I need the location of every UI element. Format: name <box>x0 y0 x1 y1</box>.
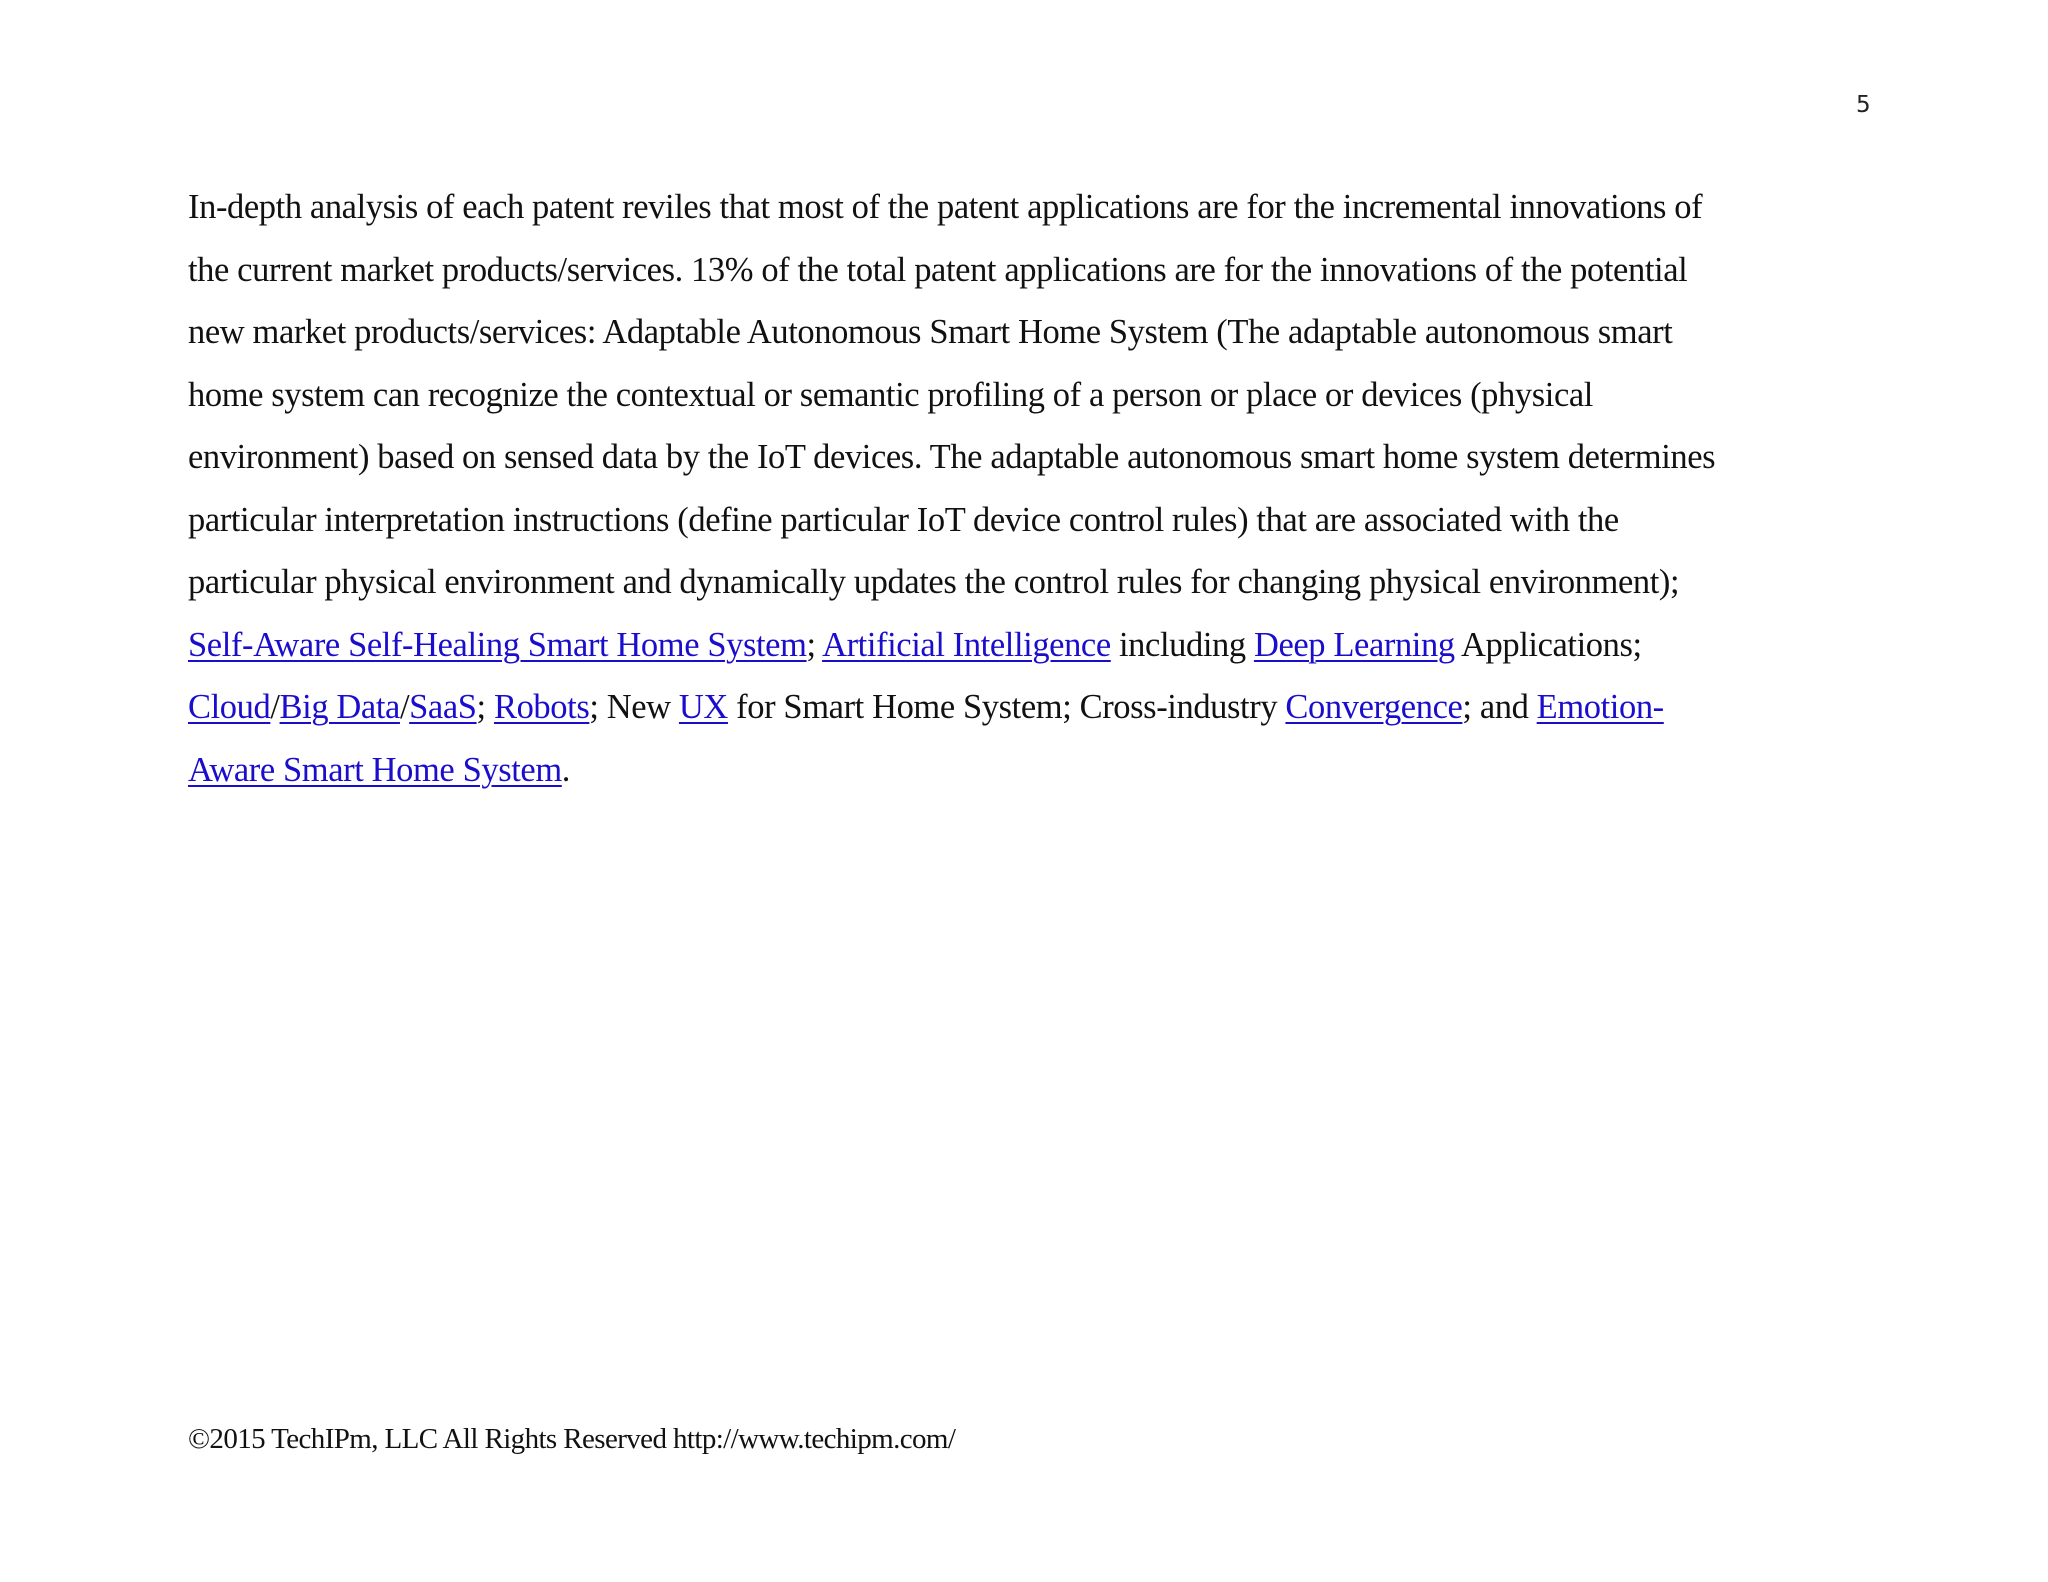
paragraph-text: particular physical environment and dynamically updates the control rules for changing physical environment); <box>188 563 1680 601</box>
paragraph-text: ; <box>806 625 823 664</box>
paragraph-line <box>188 489 1860 552</box>
hyperlink-robots[interactable]: Robots <box>493 688 590 726</box>
hyperlink-ux[interactable]: UX <box>678 688 728 726</box>
paragraph-text: for Smart Home System; Cross-industry <box>727 688 1286 726</box>
paragraph-line <box>188 364 1860 427</box>
paragraph-text: home system can recognize the contextual or semantic profiling of a person or place or devices (physical <box>188 375 1593 414</box>
hyperlink-deep-learning[interactable]: Deep Learning <box>1253 625 1455 664</box>
paragraph-line <box>188 239 1860 302</box>
page-number: 5 <box>1856 92 1871 118</box>
hyperlink-saas[interactable]: SaaS <box>409 688 477 726</box>
paragraph-text: the current market products/services. 13% of the total patent applications are for the innovations of the potential <box>188 250 1688 289</box>
hyperlink-cloud[interactable]: Cloud <box>188 688 271 726</box>
paragraph-text: ; and <box>1462 688 1537 726</box>
hyperlink-self-aware-self-healing-smart-home-system[interactable]: Self-Aware Self-Healing Smart Home System <box>188 625 807 664</box>
paragraph-text: / <box>399 688 410 726</box>
paragraph-text: In-depth analysis of each patent reviles that most of the patent applications are for the incremental innovations of <box>188 188 1703 226</box>
paragraph-line <box>188 176 1860 239</box>
paragraph-text: . <box>561 750 571 789</box>
paragraph-line <box>188 614 1860 677</box>
hyperlink-aware-smart-home-system[interactable]: Aware Smart Home System <box>188 750 562 789</box>
paragraph-line <box>188 426 1860 489</box>
paragraph-line <box>188 676 1860 739</box>
paragraph-text: / <box>270 688 280 726</box>
paragraph-text: ; New <box>589 688 679 726</box>
hyperlink-emotion[interactable]: Emotion- <box>1536 688 1664 726</box>
hyperlink-convergence[interactable]: Convergence <box>1285 688 1463 726</box>
paragraph-text: new market products/services: Adaptable Autonomous Smart Home System (The adaptable autonomous smart <box>188 313 1673 351</box>
paragraph-text: including <box>1110 625 1254 664</box>
hyperlink-artificial-intelligence[interactable]: Artificial Intelligence <box>822 625 1111 664</box>
paragraph-text: ; <box>476 688 494 726</box>
paragraph-text: Applications; <box>1454 625 1642 664</box>
body-paragraph <box>188 176 1860 801</box>
copyright-footer: ©2015 TechIPm, LLC All Rights Reserved http://www.techipm.com/ <box>188 1423 956 1455</box>
hyperlink-big-data[interactable]: Big Data <box>279 688 400 726</box>
paragraph-text: environment) based on sensed data by the IoT devices. The adaptable autonomous smart home system determines <box>188 438 1716 476</box>
paragraph-line <box>188 551 1860 614</box>
paragraph-line <box>188 739 1860 802</box>
paragraph-text: particular interpretation instructions (define particular IoT device control rules) that are associated with the <box>188 500 1619 539</box>
paragraph-line <box>188 301 1860 364</box>
